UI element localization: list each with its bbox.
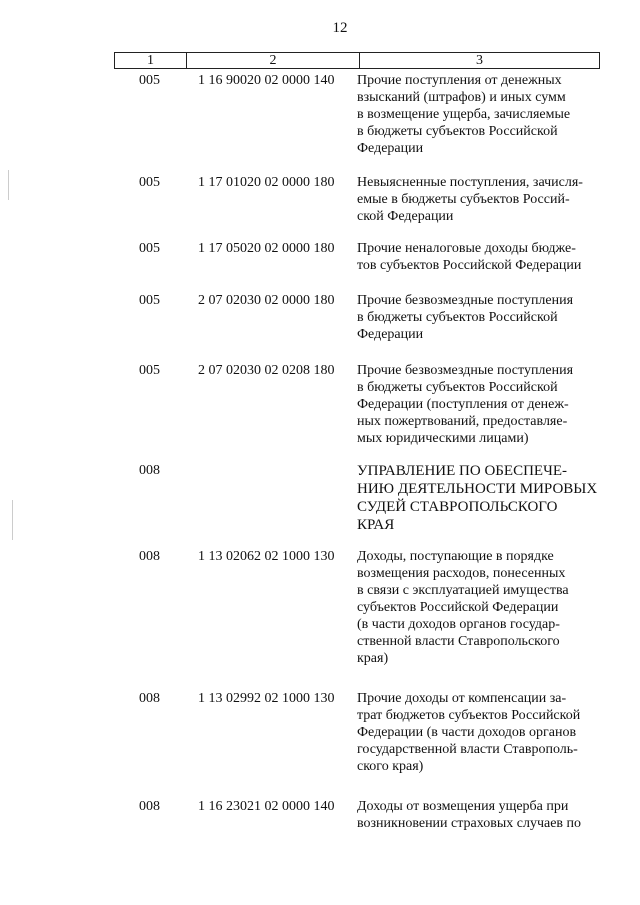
description-line: ных пожертвований, предоставляе- [357, 414, 568, 429]
admin-code-cell: 005 [139, 293, 160, 308]
revenue-code-cell: 1 16 23021 02 0000 140 [198, 799, 335, 814]
description-line: Прочие безвозмездные поступления [357, 363, 574, 378]
admin-code-cell: 005 [139, 73, 160, 88]
description-line: в связи с эксплуатацией имущества [357, 583, 569, 598]
description-line: в бюджеты субъектов Российской [357, 380, 558, 395]
description-line: Невыясненные поступления, зачисля- [357, 175, 583, 190]
column-header-2: 2 [187, 53, 360, 69]
description-line: возникновении страховых случаев по [357, 816, 582, 831]
column-header-table [114, 52, 600, 69]
admin-code-cell: 005 [139, 241, 160, 256]
description-line: НИЮ ДЕЯТЕЛЬНОСТИ МИРОВЫХ [357, 481, 598, 497]
admin-code-cell: 008 [139, 799, 160, 814]
description-line: субъектов Российской Федерации [357, 600, 559, 615]
scan-mark [8, 170, 9, 200]
description-line: взысканий (штрафов) и иных сумм [357, 90, 566, 105]
description-line: возмещения расходов, понесенных [357, 566, 566, 581]
revenue-code-cell: 1 13 02992 02 1000 130 [198, 691, 335, 706]
description-line: КРАЯ [357, 517, 395, 533]
description-line: в бюджеты субъектов Российской [357, 124, 558, 139]
description-line: Доходы, поступающие в порядке [357, 549, 554, 564]
description-line: в возмещение ущерба, зачисляемые [357, 107, 571, 122]
description-cell [357, 292, 602, 343]
description-cell [357, 240, 602, 274]
revenue-code-cell: 2 07 02030 02 0208 180 [198, 363, 335, 378]
description-line: тов субъектов Российской Федерации [357, 258, 582, 273]
revenue-code-cell: 1 13 02062 02 1000 130 [198, 549, 335, 564]
description-line: (в части доходов органов государ- [357, 617, 560, 632]
description-cell [357, 798, 602, 832]
revenue-code-cell: 1 16 90020 02 0000 140 [198, 73, 335, 88]
description-line: государственной власти Ставрополь- [357, 742, 578, 757]
scan-mark [12, 500, 13, 540]
admin-code-cell: 005 [139, 175, 160, 190]
description-cell [357, 462, 602, 534]
description-line: Доходы от возмещения ущерба при [357, 799, 569, 814]
description-line: Федерации (в части доходов органов [357, 725, 577, 740]
column-header-row [115, 53, 600, 69]
description-line: в бюджеты субъектов Российской [357, 310, 558, 325]
revenue-code-cell: 2 07 02030 02 0000 180 [198, 293, 335, 308]
description-line: СУДЕЙ СТАВРОПОЛЬСКОГО [357, 499, 558, 515]
description-line: ской Федерации [357, 209, 454, 224]
description-line: трат бюджетов субъектов Российской [357, 708, 581, 723]
description-cell [357, 72, 602, 157]
admin-code-cell: 008 [139, 691, 160, 706]
revenue-code-cell: 1 17 01020 02 0000 180 [198, 175, 335, 190]
description-line: ственной власти Ставропольского [357, 634, 560, 649]
description-line: мых юридическими лицами) [357, 431, 529, 446]
description-line: Федерации [357, 141, 424, 156]
description-line: Прочие безвозмездные поступления [357, 293, 574, 308]
description-line: Федерации [357, 327, 424, 342]
admin-code-cell: 005 [139, 363, 160, 378]
admin-code-cell: 008 [139, 463, 160, 478]
description-line: Прочие неналоговые доходы бюдже- [357, 241, 576, 256]
description-line: ского края) [357, 759, 424, 774]
description-line: Федерации (поступления от денеж- [357, 397, 569, 412]
description-line: Прочие поступления от денежных [357, 73, 562, 88]
column-header-3: 3 [360, 53, 600, 69]
description-cell [357, 174, 602, 225]
description-line: края) [357, 651, 389, 666]
revenue-code-cell: 1 17 05020 02 0000 180 [198, 241, 335, 256]
description-line: УПРАВЛЕНИЕ ПО ОБЕСПЕЧЕ- [357, 463, 567, 479]
description-cell [357, 548, 602, 667]
description-cell [357, 690, 602, 775]
column-header-1: 1 [115, 53, 187, 69]
description-line: емые в бюджеты субъектов Россий- [357, 192, 570, 207]
description-cell [357, 362, 602, 447]
admin-code-cell: 008 [139, 549, 160, 564]
page-number: 12 [332, 20, 348, 36]
description-line: Прочие доходы от компенсации за- [357, 691, 567, 706]
